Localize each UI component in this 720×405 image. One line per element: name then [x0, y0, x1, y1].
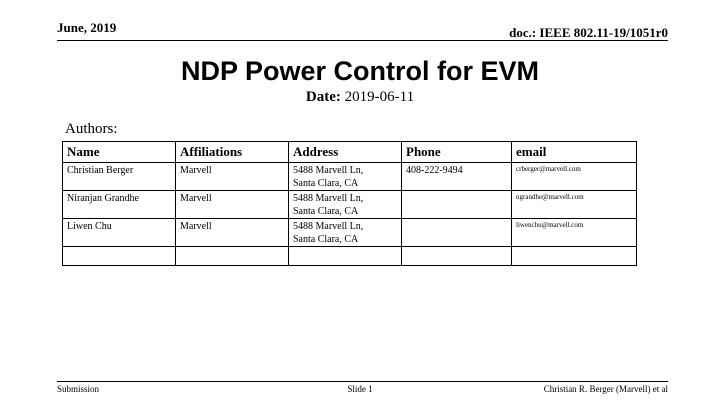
header-doc-id: doc.: IEEE 802.11-19/1051r0	[509, 25, 668, 40]
author-affiliation: Marvell	[176, 191, 289, 219]
footer-divider	[57, 381, 668, 382]
empty-cell	[402, 247, 512, 266]
footer-slide-number: Slide 1	[347, 384, 373, 394]
address-line2: Santa Clara, CA	[293, 234, 359, 245]
slide-title: NDP Power Control for EVM	[180, 56, 540, 86]
author-address	[289, 191, 402, 219]
author-address	[289, 219, 402, 247]
address-line1: 5488 Marvell Ln,	[293, 165, 364, 176]
column-header-phone: Phone	[402, 142, 512, 163]
empty-cell	[176, 247, 289, 266]
author-email: crberger@marvell.com	[512, 163, 637, 191]
column-header-email: email	[512, 142, 637, 163]
column-header-affiliations: Affiliations	[176, 142, 289, 163]
author-email: ngrandhe@marvell.com	[512, 191, 637, 219]
footer-submission: Submission	[57, 384, 100, 394]
address-line1: 5488 Marvell Ln,	[293, 221, 364, 232]
author-affiliation: Marvell	[176, 163, 289, 191]
address-line2: Santa Clara, CA	[293, 206, 359, 217]
authors-table	[62, 141, 637, 266]
date-label: Date:	[305, 89, 341, 105]
column-header-name: Name	[63, 142, 176, 163]
empty-cell	[63, 247, 176, 266]
empty-cell	[289, 247, 402, 266]
author-email: liwenchu@marvell.com	[512, 219, 637, 247]
author-phone	[402, 219, 512, 247]
date-value: 2019-06-11	[344, 89, 415, 105]
author-phone: 408-222-9494	[402, 163, 512, 191]
author-affiliation: Marvell	[176, 219, 289, 247]
table-header-row	[63, 142, 637, 163]
table-row	[63, 163, 637, 191]
header-date: June, 2019	[57, 20, 117, 35]
address-line1: 5488 Marvell Ln,	[293, 193, 364, 204]
table-row-empty	[63, 247, 637, 266]
table-row	[63, 191, 637, 219]
table-row	[63, 219, 637, 247]
author-phone	[402, 191, 512, 219]
author-name: Niranjan Grandhe	[63, 191, 176, 219]
footer-author: Christian R. Berger (Marvell) et al	[543, 384, 668, 394]
address-line2: Santa Clara, CA	[293, 178, 359, 189]
authors-label: Authors:	[65, 121, 118, 137]
author-address	[289, 163, 402, 191]
header-divider	[57, 40, 668, 41]
column-header-address: Address	[289, 142, 402, 163]
author-name: Christian Berger	[63, 163, 176, 191]
date-line	[0, 89, 720, 106]
empty-cell	[512, 247, 637, 266]
author-name: Liwen Chu	[63, 219, 176, 247]
